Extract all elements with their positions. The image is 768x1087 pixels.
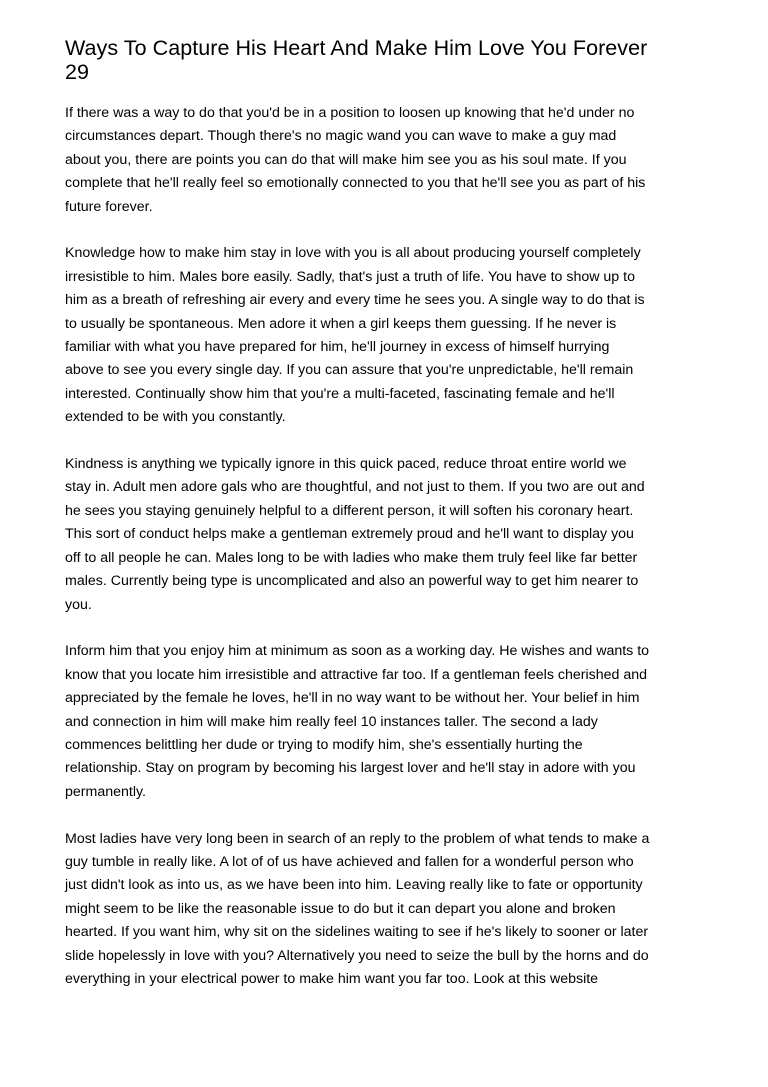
title-line: 29 — [65, 60, 90, 84]
paragraph-line: he sees you staying genuinely helpful to a different person, it will soften his coronary heart. — [65, 502, 634, 519]
paragraph-line: slide hopelessly in love with you? Alternatively you need to seize the bull by the horns and do — [65, 947, 649, 964]
paragraph-line: know that you locate him irresistible and attractive far too. If a gentleman feels cherished and — [65, 666, 647, 683]
paragraph-line: Knowledge how to make him stay in love with you is all about producing yourself completely — [65, 245, 641, 262]
paragraph — [65, 828, 715, 992]
paragraph-line: commences belittling her dude or trying to modify him, she's essentially hurting the — [65, 736, 583, 753]
paragraph-line: about you, there are points you can do that will make him see you as his soul mate. If you — [65, 151, 627, 168]
paragraph-line: just didn't look as into us, as we have been into him. Leaving really like to fate or opportunity — [65, 877, 643, 894]
paragraph-line: irresistible to him. Males bore easily. Sadly, that's just a truth of life. You have to show up to — [65, 268, 635, 285]
paragraph-line: interested. Continually show him that you're a multi-faceted, fascinating female and he'll — [65, 385, 615, 402]
paragraph-line: him as a breath of refreshing air every and every time he sees you. A single way to do that is — [65, 292, 645, 309]
paragraph-line: to usually be spontaneous. Men adore it when a girl keeps them guessing. If he never is — [65, 315, 617, 332]
paragraph-line: relationship. Stay on program by becoming his largest lover and he'll stay in adore with you — [65, 760, 636, 777]
document-page — [65, 36, 715, 1015]
paragraph-line: Kindness is anything we typically ignore in this quick paced, reduce throat entire world we — [65, 456, 627, 473]
paragraph-line: males. Currently being type is uncomplicated and also an powerful way to get him nearer to — [65, 573, 639, 590]
paragraph-line: stay in. Adult men adore gals who are thoughtful, and not just to them. If you two are out and — [65, 479, 645, 496]
paragraph-line: off to all people he can. Males long to be with ladies who make them truly feel like far better — [65, 549, 638, 566]
paragraph — [65, 640, 715, 804]
paragraph — [65, 453, 715, 617]
paragraph-line: extended to be with you constantly. — [65, 409, 286, 426]
paragraph-line: guy tumble in really like. A lot of of us have achieved and fallen for a wonderful person who — [65, 853, 634, 870]
paragraph-line: everything in your electrical power to make him want you far too. Look at this website — [65, 970, 599, 987]
title-line: Ways To Capture His Heart And Make Him Love You Forever — [65, 36, 648, 60]
paragraph-line: above to see you every single day. If you can assure that you're unpredictable, he'll remain — [65, 362, 634, 379]
paragraph-line: complete that he'll really feel so emotionally connected to you that he'll see you as part of his — [65, 175, 646, 192]
paragraph-line: you. — [65, 596, 92, 613]
paragraph-line: might seem to be like the reasonable issue to do but it can depart you alone and broken — [65, 900, 616, 917]
paragraph-line: and connection in him will make him really feel 10 instances taller. The second a lady — [65, 713, 598, 730]
paragraph-line: circumstances depart. Though there's no magic wand you can wave to make a guy mad — [65, 128, 617, 145]
paragraph-line: appreciated by the female he loves, he'll in no way want to be without her. Your belief in him — [65, 690, 640, 707]
paragraph — [65, 102, 715, 219]
page-title — [65, 36, 715, 84]
paragraph-line: familiar with what you have prepared for him, he'll journey in excess of himself hurrying — [65, 339, 610, 356]
paragraph-line: permanently. — [65, 783, 146, 800]
paragraph-line: Most ladies have very long been in search of an reply to the problem of what tends to make a — [65, 830, 650, 847]
paragraph-line: future forever. — [65, 198, 153, 215]
paragraph-line: hearted. If you want him, why sit on the sidelines waiting to see if he's likely to sooner or later — [65, 924, 649, 941]
paragraph-line: This sort of conduct helps make a gentleman extremely proud and he'll want to display you — [65, 526, 634, 543]
paragraph-line: If there was a way to do that you'd be in a position to loosen up knowing that he'd under no — [65, 105, 635, 121]
paragraph-line: Inform him that you enjoy him at minimum as soon as a working day. He wishes and wants to — [65, 643, 650, 660]
paragraph — [65, 242, 715, 429]
